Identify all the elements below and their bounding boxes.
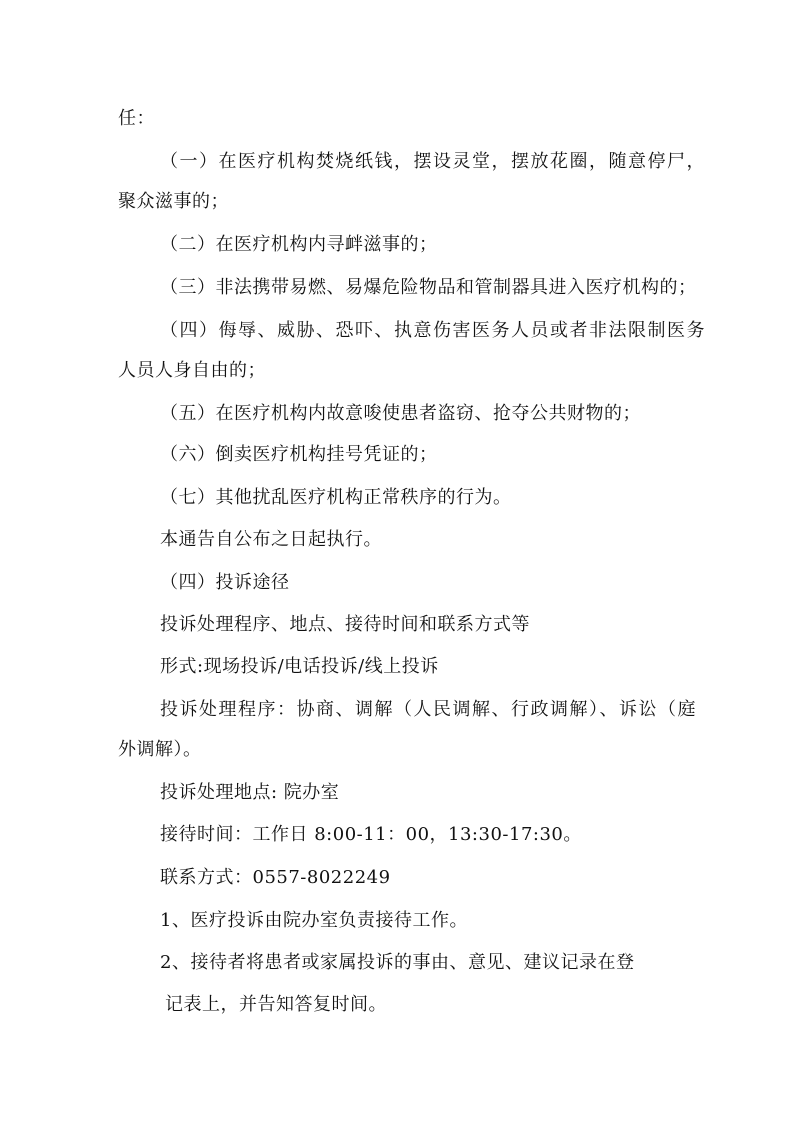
paragraph-line: （四）侮辱、威胁、恐吓、执意伤害医务人员或者非法限制医务 <box>160 320 706 341</box>
paragraph-line: 本通告自公布之日起执行。 <box>160 529 382 550</box>
paragraph-line: 联系方式：0557-8022249 <box>160 867 391 888</box>
paragraph-line: 人员人身自由的； <box>118 360 266 381</box>
paragraph-line: （三）非法携带易燃、易爆危险物品和管制器具进入医疗机构的； <box>160 277 697 298</box>
paragraph-line: （二）在医疗机构内寻衅滋事的； <box>160 234 438 255</box>
paragraph-line: （七）其他扰乱医疗机构正常秩序的行为。 <box>160 487 512 508</box>
paragraph-line: 2、接待者将患者或家属投诉的事由、意见、建议记录在登 <box>160 952 635 973</box>
paragraph-line: 记表上，并告知答复时间。 <box>165 994 387 1015</box>
section-heading: （四）投诉途径 <box>160 572 290 593</box>
paragraph-line: 接待时间：工作日 8:00-11：00，13:30-17:30。 <box>160 824 582 845</box>
paragraph-line: 任： <box>118 108 155 129</box>
paragraph-line: 外调解）。 <box>118 739 202 760</box>
paragraph-line: 1、医疗投诉由院办室负责接待工作。 <box>160 910 468 931</box>
paragraph-line: 投诉处理程序：协商、调解（人民调解、行政调解）、诉讼（庭 <box>160 699 697 720</box>
paragraph-line: （六）倒卖医疗机构挂号凭证的； <box>160 444 438 465</box>
paragraph-line: 投诉处理程序、地点、接待时间和联系方式等 <box>160 614 530 635</box>
paragraph-line: 形式:现场投诉/电话投诉/线上投诉 <box>160 656 439 677</box>
paragraph-line: （一）在医疗机构焚烧纸钱，摆设灵堂，摆放花圈，随意停尸， <box>160 151 706 172</box>
paragraph-line: 投诉处理地点: 院办室 <box>160 782 340 803</box>
paragraph-line: 聚众滋事的； <box>118 191 229 212</box>
paragraph-line: （五）在医疗机构内故意唆使患者盗窃、抢夺公共财物的； <box>160 403 641 424</box>
